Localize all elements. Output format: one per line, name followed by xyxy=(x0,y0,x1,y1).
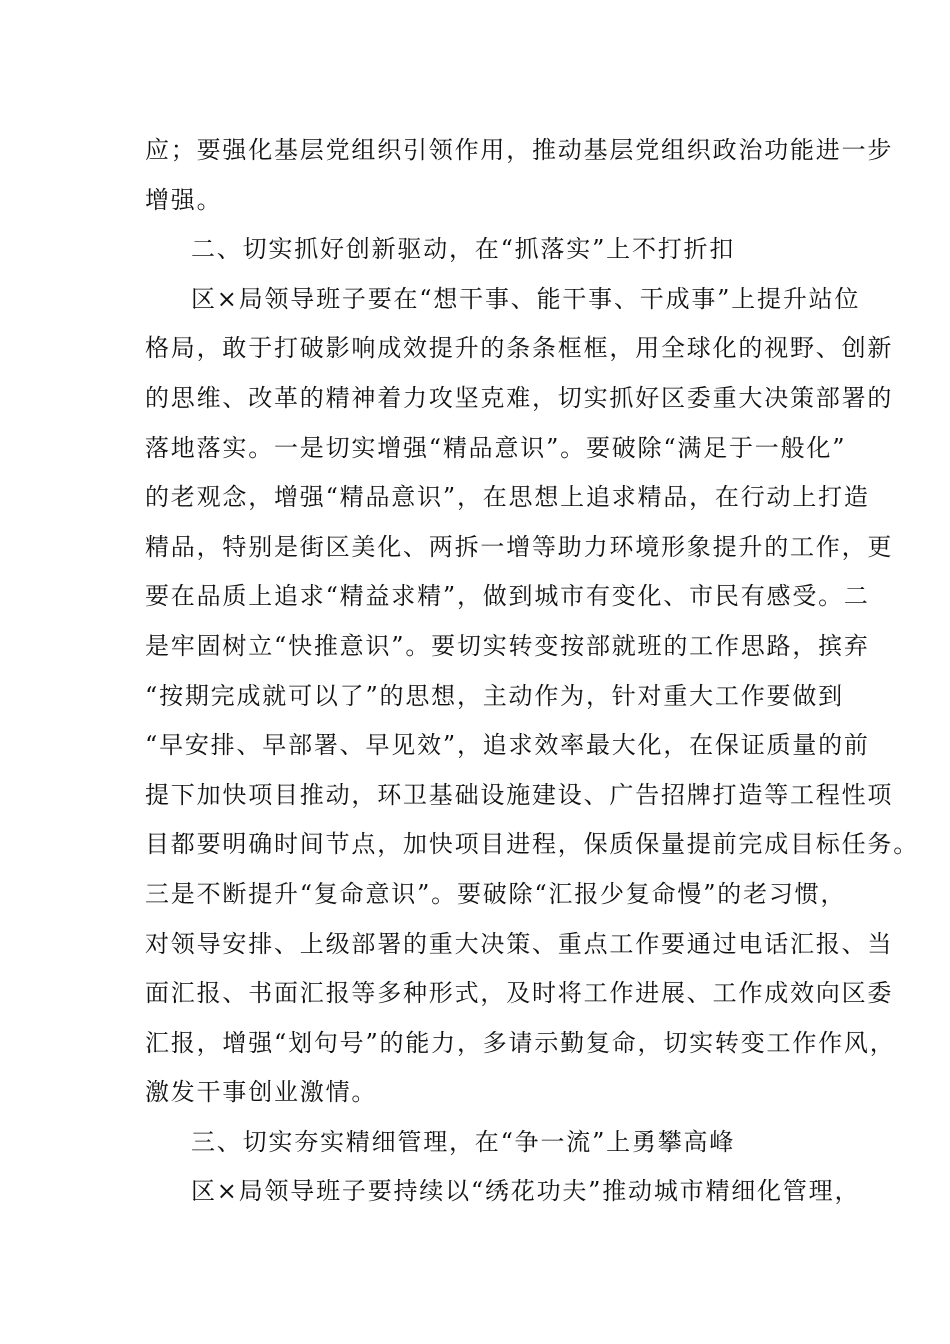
text-line: “早安排、早部署、早见效”，追求效率最大化，在保证质量的前 xyxy=(145,731,870,760)
section-heading: 三、切实夯实精细管理，在“争一流”上勇攀高峰 xyxy=(191,1127,736,1156)
text-line: 落地落实。一是切实增强“精品意识”。要破除“满足于一般化” xyxy=(145,433,847,462)
text-line: 对领导安排、上级部署的重大决策、重点工作要通过电话汇报、当 xyxy=(145,929,894,958)
text-line: “按期完成就可以了”的思想，主动作为，针对重大工作要做到 xyxy=(145,681,844,710)
paragraph-first-line: 区×局领导班子要持续以“绣花功夫”推动城市精细化管理， xyxy=(191,1177,861,1206)
text-line: 的老观念，增强“精品意识”，在思想上追求精品，在行动上打造 xyxy=(145,483,870,512)
text-line: 格局，敢于打破影响成效提升的条条框框，用全球化的视野、创新 xyxy=(145,334,894,363)
text-line: 三是不断提升“复命意识”。要破除“汇报少复命慢”的老习惯， xyxy=(145,879,847,908)
section-heading: 二、切实抓好创新驱动，在“抓落实”上不打折扣 xyxy=(191,235,736,264)
text-line: 应；要强化基层党组织引领作用，推动基层党组织政治功能进一步 xyxy=(145,136,894,164)
text-line: 要在品质上追求“精益求精”，做到城市有变化、市民有感受。二 xyxy=(145,582,870,611)
text-line: 汇报，增强“划句号”的能力，多请示勤复命，切实转变工作作风， xyxy=(145,1028,896,1057)
paragraph-first-line: 区×局领导班子要在“想干事、能干事、干成事”上提升站位 xyxy=(191,284,861,313)
text-line: 的思维、改革的精神着力攻坚克难，切实抓好区委重大决策部署的 xyxy=(145,383,894,412)
text-line: 提下加快项目推动，环卫基础设施建设、广告招牌打造等工程性项 xyxy=(145,780,894,809)
text-line: 是牢固树立“快推意识”。要切实转变按部就班的工作思路，摈弃 xyxy=(145,631,870,660)
text-line: 增强。 xyxy=(145,185,223,214)
text-line: 激发干事创业激情。 xyxy=(145,1078,378,1107)
text-line: 面汇报、书面汇报等多种形式，及时将工作进展、工作成效向区委 xyxy=(145,979,894,1008)
document-page xyxy=(145,126,919,1217)
text-line: 目都要明确时间节点，加快项目进程，保质保量提前完成目标任务。 xyxy=(145,830,919,859)
text-line: 精品，特别是街区美化、两拆一增等助力环境形象提升的工作，更 xyxy=(145,532,894,561)
